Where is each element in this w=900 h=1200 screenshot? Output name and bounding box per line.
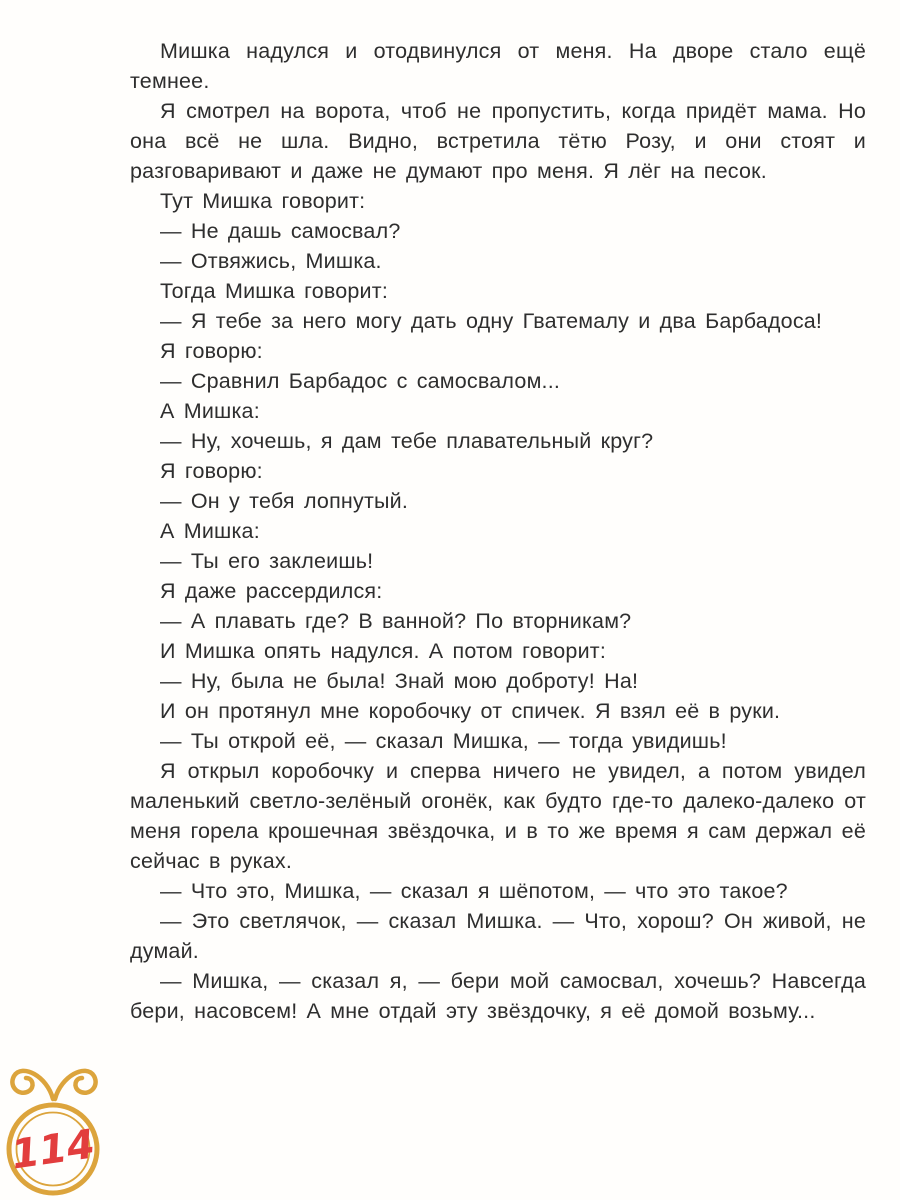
paragraph: — Отвяжись, Мишка.: [160, 249, 382, 273]
paragraph: Я открыл коробочку и сперва ничего не увидел, а потом увидел маленький светло-зелёный огонёк, как будто где-то далеко-далеко от меня горела крошечная звёздочка, и в то же время я сам держал её сейчас в руках.: [130, 759, 866, 873]
paragraph: Мишка надулся и отодвинулся от меня. На дворе стало ещё темнее.: [130, 39, 866, 93]
paragraph: А Мишка:: [160, 399, 260, 423]
page-number: 114: [8, 1121, 98, 1179]
paragraph: И он протянул мне коробочку от спичек. Я взял её в руки.: [160, 699, 781, 723]
paragraph: — А плавать где? В ванной? По вторникам?: [160, 609, 632, 633]
paragraph: — Ты его заклеишь!: [160, 549, 374, 573]
paragraph: — Мишка, — сказал я, — бери мой самосвал, хочешь? Навсегда бери, насовсем! А мне отдай эту звёздочку, я её домой возьму...: [130, 969, 866, 1023]
paragraph: Я даже рассердился:: [160, 579, 383, 603]
paragraph: — Ну, была не была! Знай мою доброту! На!: [160, 669, 639, 693]
paragraph: — Я тебе за него могу дать одну Гватемалу и два Барбадоса!: [160, 309, 823, 333]
text-block: [130, 36, 866, 1026]
paragraph: — Что это, Мишка, — сказал я шёпотом, — что это такое?: [160, 879, 788, 903]
paragraph: И Мишка опять надулся. А потом говорит:: [160, 639, 607, 663]
paragraph: — Ты открой её, — сказал Мишка, — тогда увидишь!: [160, 729, 727, 753]
paragraph: — Он у тебя лопнутый.: [160, 489, 409, 513]
paragraph: Я смотрел на ворота, чтоб не пропустить, когда придёт мама. Но она всё не шла. Видно, встретила тётю Розу, и они стоят и разговаривают и даже не думают про меня. Я лёг на песок.: [130, 99, 866, 183]
paragraph: — Ну, хочешь, я дам тебе плавательный круг?: [160, 429, 654, 453]
page-number-ornament: [2, 1056, 104, 1198]
paragraph: Я говорю:: [160, 459, 263, 483]
paragraph: — Это светлячок, — сказал Мишка. — Что, хорош? Он живой, не думай.: [130, 909, 866, 963]
paragraph: Я говорю:: [160, 339, 263, 363]
paragraph: — Сравнил Барбадос с самосвалом...: [160, 369, 561, 393]
paragraph: Тут Мишка говорит:: [160, 189, 366, 213]
paragraph: А Мишка:: [160, 519, 260, 543]
paragraph: — Не дашь самосвал?: [160, 219, 401, 243]
paragraph: Тогда Мишка говорит:: [160, 279, 388, 303]
